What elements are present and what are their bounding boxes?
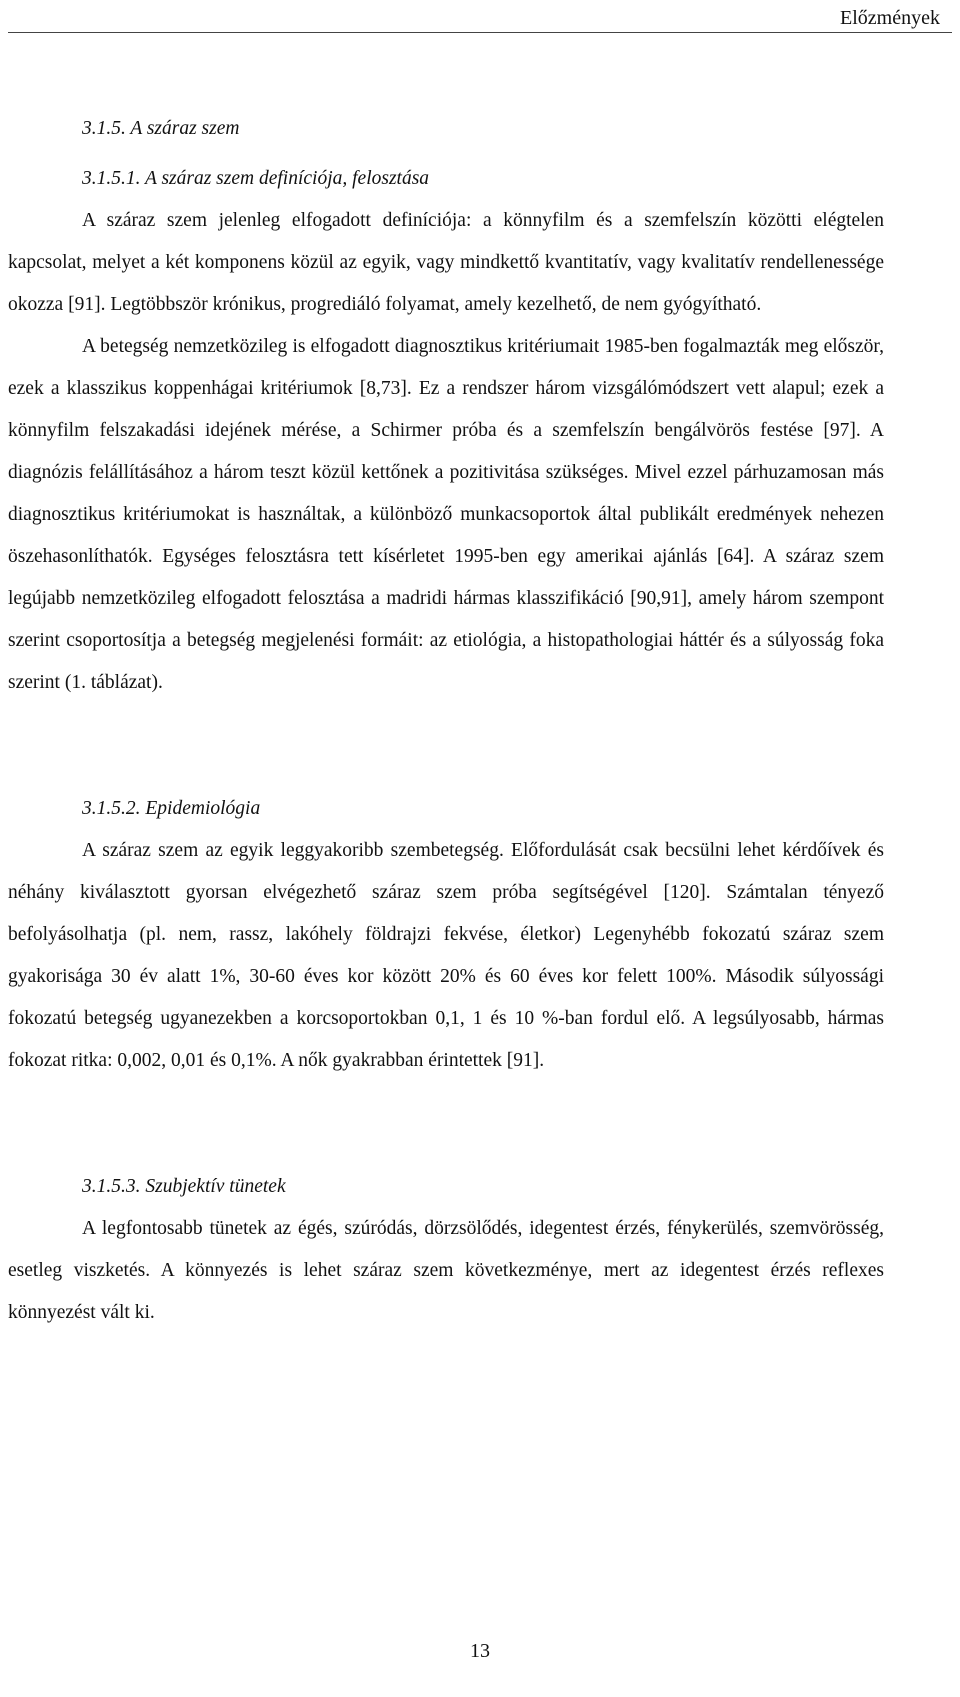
header-rule [8, 32, 952, 33]
section-heading-3-1-5-1: 3.1.5.1. A száraz szem definíciója, felosztása [82, 168, 430, 189]
paragraph-symptoms: A legfontosabb tünetek az égés, szúródás, dörzsölődés, idegentest érzés, fénykerülés, szemvörösség, esetleg viszketés. A könnyezés is lehet száraz szem következménye, mert az idegentest érzés reflexes könnyezést vált ki. [8, 1218, 884, 1323]
section-heading-3-1-5-3: 3.1.5.3. Szubjektív tünetek [82, 1176, 286, 1197]
running-header: Előzmények [840, 7, 940, 29]
page-number: 13 [470, 1640, 490, 1662]
paragraph-diagnostic-criteria: A betegség nemzetközileg is elfogadott diagnosztikus kritériumait 1985-ben fogalmazták meg először, ezek a klasszikus koppenhágai kritériumok [8,73]. Ez a rendszer három vizsgálómódszert vett alapul; ezek a könnyfilm felszakadási idejének mérése, a Schirmer próba és a szemfelszín bengálvörös festése [97]. A diagnózis felállításához a három teszt közül kettőnek a pozitivitása szükséges. Mivel ezzel párhuzamosan más diagnosztikus kritériumokat is használtak, a különböző munkacsoportok által publikált eredmények nehezen öszehasonlíthatók. Egységes felosztásra tett kísérletet 1995-ben egy amerikai ajánlás [64]. A száraz szem legújabb nemzetközileg elfogadott felosztása a madridi hármas klasszifikáció [90,91], amely három szempont szerint csoportosítja a betegség megjelenési formáit: az etiológia, a histopathologiai háttér és a súlyosság foka szerint (1. táblázat). [8, 336, 884, 693]
page-content [8, 108, 884, 1334]
section-heading-3-1-5: 3.1.5. A száraz szem [82, 118, 240, 139]
paragraph-epidemiology: A száraz szem az egyik leggyakoribb szembetegség. Előfordulását csak becsülni lehet kérdőívek és néhány kiválasztott gyorsan elvégezhető száraz szem próba segítségével [120]. Számtalan tényező befolyásolhatja (pl. nem, rassz, lakóhely földrajzi fekvése, életkor) Legenyhébb fokozatú száraz szem gyakorisága 30 év alatt 1%, 30-60 éves kor között 20% és 60 éves kor felett 100%. Második súlyossági fokozatú betegség ugyanezekben a korcsoportokban 0,1, 1 és 10 %-ban fordul elő. A legsúlyosabb, hármas fokozat ritka: 0,002, 0,01 és 0,1%. A nők gyakrabban érintettek [91]. [8, 840, 884, 1071]
paragraph-definition: A száraz szem jelenleg elfogadott definíciója: a könnyfilm és a szemfelszín közötti elégtelen kapcsolat, melyet a két komponens közül az egyik, vagy mindkettő kvantitatív, vagy kvalitatív rendellenessége okozza [91]. Legtöbbször krónikus, progrediáló folyamat, amely kezelhető, de nem gyógyítható. [8, 210, 884, 315]
section-heading-3-1-5-2: 3.1.5.2. Epidemiológia [82, 798, 261, 819]
